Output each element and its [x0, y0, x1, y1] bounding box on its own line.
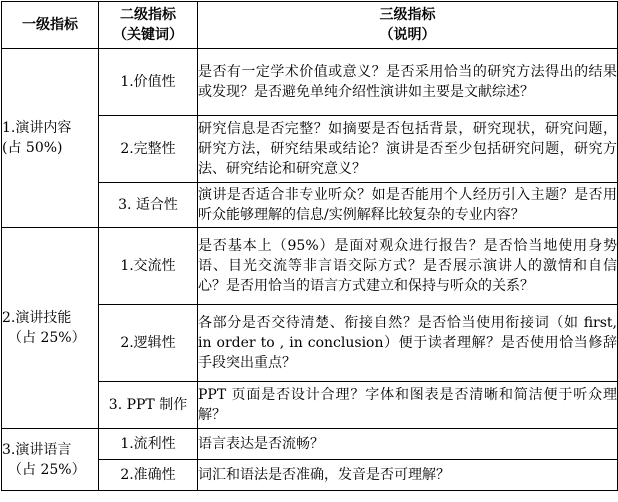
level2-keyword: 1.流利性: [99, 429, 198, 460]
level2-keyword: 2.准确性: [99, 460, 198, 491]
header-level3-subtitle: （说明）: [379, 27, 436, 43]
level3-description: 词汇和语法是否准确，发音是否可理解？: [198, 460, 618, 491]
level2-keyword: 3. 适合性: [99, 183, 198, 228]
level2-keyword: 1.价值性: [99, 49, 198, 116]
level1-percentage: （占 25%）: [8, 461, 86, 478]
level1-label: 3.演讲语言: [2, 441, 72, 458]
level1-skills-cell: [2, 228, 99, 429]
level3-description: PPT 页面是否设计合理？字体和图表是否清晰和简洁便于听众理解？: [198, 382, 618, 429]
header-level3-title: 三级指标: [379, 7, 436, 23]
header-level1: [2, 2, 99, 49]
header-level1-title: 一级指标: [22, 17, 78, 33]
evaluation-table: [1, 1, 618, 491]
level3-description: 研究信息是否完整？如摘要是否包括背景，研究现状，研究问题，研究方法，研究结果或结论？演讲是否至少包括研究问题，研究方法、研究结论和研究意义？: [198, 116, 618, 183]
header-row: [2, 2, 618, 49]
level2-keyword: 1.交流性: [99, 228, 198, 305]
level3-description: 各部分是否交待清楚、衔接自然？是否恰当使用衔接词（如 first, in order to , in conclusion）便于读者理解？是否使用恰当修辞手段突出重点？: [198, 305, 618, 382]
header-level2-subtitle: （关键词）: [113, 27, 183, 43]
level3-description: 是否基本上（95%）是面对观众进行报告？是否恰当地使用身势语、目光交流等非言语交际方式？是否展示演讲人的激情和自信心？是否用恰当的语言方式建立和保持与听众的关系？: [198, 228, 618, 305]
level1-label: 1.演讲内容: [2, 120, 72, 136]
level3-description: 语言表达是否流畅？: [198, 429, 618, 460]
level3-description: 是否有一定学术价值或意义？是否采用恰当的研究方法得出的结果或发现？是否避免单纯介绍性演讲如主要是文献综述？: [198, 49, 618, 116]
level1-language-cell: [2, 429, 99, 491]
level2-keyword: 3. PPT 制作: [99, 382, 198, 429]
level3-description: 演讲是否适合非专业听众？如是否能用个人经历引入主题？是否用听众能够理解的信息/实例解释比较复杂的专业内容？: [198, 183, 618, 228]
table-row: [2, 429, 618, 460]
level1-percentage: （占 25%）: [8, 330, 86, 346]
header-level3: [198, 2, 618, 49]
table-row: [2, 228, 618, 305]
table-row: [2, 49, 618, 116]
level1-content-cell: [2, 49, 99, 228]
header-level2-title: 二级指标: [120, 7, 176, 23]
level2-keyword: 2.逻辑性: [99, 305, 198, 382]
level1-label: 2.演讲技能: [2, 310, 72, 326]
level1-percentage: (占 50%): [2, 140, 63, 156]
level2-keyword: 2.完整性: [99, 116, 198, 183]
header-level2: [99, 2, 198, 49]
